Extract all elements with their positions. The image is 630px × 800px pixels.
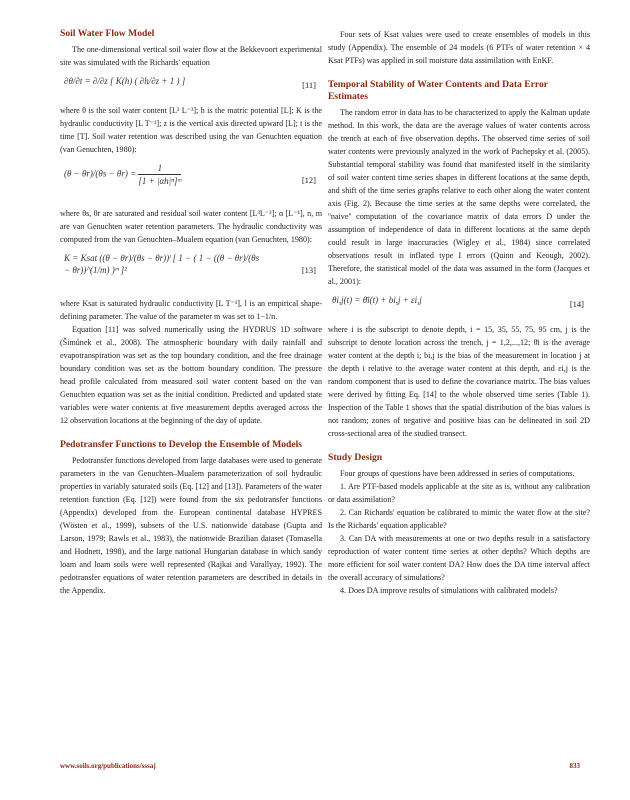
right-column <box>328 28 590 597</box>
left-column <box>60 28 322 597</box>
list-item: 4. Does DA improve results of simulations with calibrated models? <box>340 586 558 595</box>
equation-fraction <box>138 162 181 187</box>
equation-number: [11] <box>302 80 316 90</box>
equation-number: [13] <box>301 265 316 275</box>
equation-11 <box>60 73 322 99</box>
list-item: 2. Can Richards' equation be calibrated to mimic the water flow at the site? Is the Richards' equation applicable? <box>328 508 590 530</box>
list-item: 3. Can DA with measurements at one or two depths result in a satisfactory reproduction of water content time series at other depths? Which depths are more efficient for soil water content DA? How does the DA time interval affect the overall accuracy of simulations? <box>328 534 590 582</box>
paragraph: The one-dimensional vertical soil water flow at the Bekkevoort experimental site was simulated with the Richards' equation <box>60 45 322 67</box>
list-item: 1. Are PTF-based models applicable at the site as is, without any calibration or data assimilation? <box>328 482 590 504</box>
fraction-denominator: [1 + |αh|ⁿ]ᵐ <box>138 176 182 186</box>
paragraph: where i is the subscript to denote depth, i = 15, 35, 55, 75, 95 cm, j is the subscript to denote location across the trench, j = 1,2,...,12; θ̄i is the average water content at the depth i; bi,j is the bias of the measurement in location j at the depth i relative to the average water content at this depth, and εi,j is the random component that is used to define the covariance matrix. The bias values were derived by fitting Eq. [14] to the whole observed time series (Table 1). Inspection of the Table 1 shows that the spatial distribution of the bias values is not random; zones of negative and positive bias can be delineated in soil 2D cross-sectional area of the studied transect. <box>328 325 590 438</box>
paragraph: where θ is the soil water content [L³ L⁻³]; h is the matric potential [L]; K is the hydraulic conductivity [L T⁻¹]; z is the vertical axis directed upward [L]; t is the time [T]. Soil water retention was described using the van Genuchten equation (van Genuchten, 1980): <box>60 106 322 154</box>
paragraph: Equation [11] was solved numerically using the HYDRUS 1D software (Šimůnek et al., 2008). The atmospheric boundary with daily rainfall and evapotranspiration was set as the top boundary condition, and the free drainage boundary condition was set as the bottom boundary condition. The pressure head profile calculated from measured soil water content based on the van Genuchten equation was set as the initial condition. Predicted and updated state variables were water contents at five measurement depths averaged across the 12 observation locations at the beginning of the day of update. <box>60 325 322 425</box>
equation-lhs: (θ − θr)/(θs − θr) = <box>64 168 137 179</box>
paragraph: Pedotransfer functions developed from large databases were used to generate parameters in the van Genuchten–Mualem parameterization of soil hydraulic properties in variably saturated soils (Eq. [12] and [13]). Parameters of the water retention function (Eq. [12]) were found from the six pedotransfer functions (Appendix) developed from the European continental database HYPRES (Wösten et al., 1999), subsets of the U.S. nationwide database (Gupta and Larson, 1979; Rawls et al., 1983), the nationwide Brazilian dataset (Tomasella and Hodnett, 1998), and the large national Hungarian database in which sandy loam and loam soils were well represented (Rajkai and Varallyay, 1992). The pedotransfer equations of water retention parameters are described in details in the Appendix. <box>60 456 322 595</box>
paragraph: where Ksat is saturated hydraulic conductivity [L T⁻¹], l is an empirical shape-defining parameter. The value of the parameter m was set to 1−1/n. <box>60 299 322 321</box>
equation-body: θi,j(t) = θ̄i(t) + bi,j + εi,j <box>332 295 422 305</box>
paragraph: Four groups of questions have been addressed in series of computations. <box>340 469 575 478</box>
journal-url: www.soils.org/publications/sssaj <box>60 762 156 770</box>
heading-soil-water-flow-model: Soil Water Flow Model <box>60 28 155 39</box>
paragraph: where θs, θr are saturated and residual soil water content [L³L⁻³]; α [L⁻¹], n, m are van Genuchten water retention parameters. The hydraulic conductivity was computed from the van Genuchten–Mualem equation (van Genuchten, 1980): <box>60 209 322 244</box>
fraction-numerator: 1 <box>138 162 181 175</box>
heading-study-design: Study Design <box>328 452 383 463</box>
equation-12 <box>60 160 322 202</box>
question-list <box>328 480 590 597</box>
heading-pedotransfer-functions: Pedotransfer Functions to Develop the Ensemble of Models <box>60 439 303 450</box>
equation-number: [12] <box>301 175 316 185</box>
equation-body <box>64 162 181 187</box>
heading-temporal-stability: Temporal Stability of Water Contents and Data Error Estimates <box>328 79 548 102</box>
equation-number: [14] <box>569 299 584 309</box>
equation-body: K = Ksat ((θ − θr)/(θs − θr))ˡ [ 1 − ( 1 − ((θ − θr)/(θs − θr))^(1/m) )ᵐ ]² <box>64 253 260 275</box>
paragraph: Four sets of Ksat values were used to create ensembles of models in this study (Appendix). The ensemble of 24 models (6 PTFs of water retention × 4 Ksat PTFs) was applied in soil moisture data assimilation with EnKF. <box>328 30 590 65</box>
page-footer <box>60 762 590 774</box>
page-number: 833 <box>569 762 580 770</box>
equation-14 <box>328 292 590 318</box>
equation-13 <box>60 250 322 292</box>
paragraph: The random error in data has to be characterized to apply the Kalman update method. In this work, the data are the average values of water contents across the trench at each of five observation depths. The observed time series of soil water contents were previously analyzed in the work of Pachepsky et al. (2005). Substantial temporal stability was found that manifested itself in the similarity of soil water content time series shapes in different locations at the same depth, and shift of the time series graphs relative to each other along the water content axis (Fig. 2). Because the time series at the same depths were correlated, the ''naive'' computation of the covariance matrix of data errors D under the assumption of independence of data in different locations at the same depth could result in large inaccuracies (Wigley et al., 1984) since correlated observations result in inflated type I errors (Quinn and Keough, 2002). Therefore, the statistical model of the data was assumed in the form (Jacques et al., 2001): <box>328 108 590 286</box>
equation-body: ∂θ/∂t = ∂/∂z [ K(h) ( ∂h/∂z + 1 ) ] <box>64 76 186 86</box>
